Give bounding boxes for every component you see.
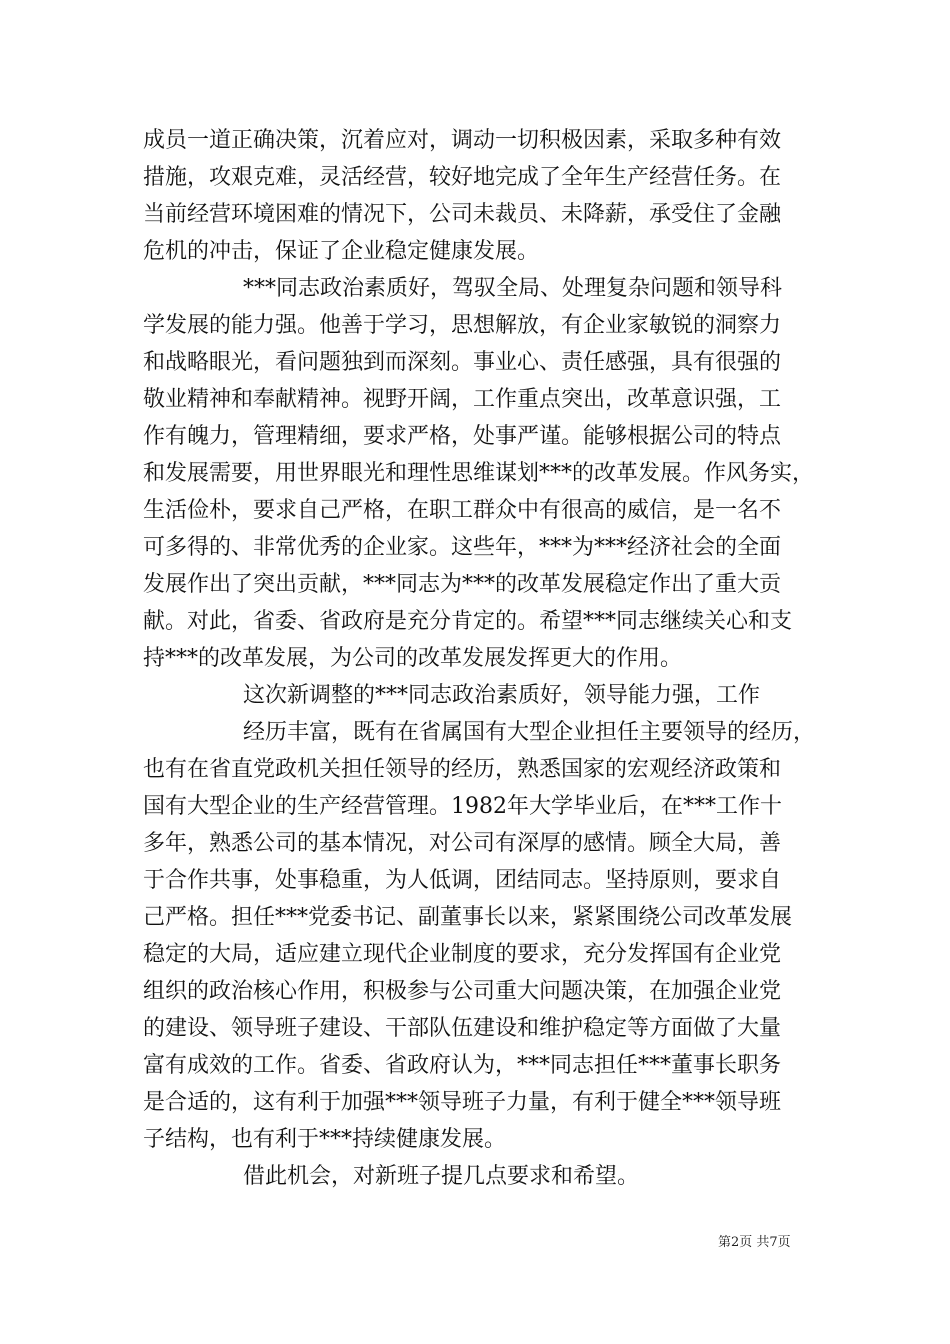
text-line: 子结构，也有利于***持续健康发展。 [143, 1127, 507, 1152]
text-line: 学发展的能力强。他善于学习，思想解放，有企业家敏锐的洞察力 [143, 313, 782, 338]
text-line: 持***的改革发展，为公司的改革发展发挥更大的作用。 [143, 646, 683, 671]
text-line: 也有在省直党政机关担任领导的经历，熟悉国家的宏观经济政策和 [143, 757, 782, 782]
text-line: 的建设、领导班子建设、干部队伍建设和维护稳定等方面做了大量 [143, 1016, 782, 1041]
text-line: 和战略眼光，看问题独到而深刻。事业心、责任感强，具有很强的 [143, 350, 782, 375]
page-number-footer: 第2页 共7页 [718, 1235, 791, 1250]
text-line: 措施，攻艰克难，灵活经营，较好地完成了全年生产经营任务。在 [143, 165, 782, 190]
text-line: 和发展需要，用世界眼光和理性思维谋划***的改革发展。作风务实， [143, 461, 815, 486]
text-line: 成员一道正确决策，沉着应对，调动一切积极因素，采取多种有效 [143, 128, 782, 153]
text-line: 发展作出了突出贡献，***同志为***的改革发展稳定作出了重大贡 [143, 572, 782, 597]
text-line: 献。对此，省委、省政府是充分肯定的。希望***同志继续关心和支 [143, 609, 793, 634]
text-line: 稳定的大局，适应建立现代企业制度的要求，充分发挥国有企业党 [143, 942, 782, 967]
text-line: 经历丰富，既有在省属国有大型企业担任主要领导的经历， [243, 720, 816, 745]
text-line: 作有魄力，管理精细，要求严格，处事严谨。能够根据公司的特点 [143, 424, 782, 449]
text-line: ***同志政治素质好，驾驭全局、处理复杂问题和领导科 [243, 276, 783, 301]
text-line: 可多得的、非常优秀的企业家。这些年，***为***经济社会的全面 [143, 535, 782, 560]
text-line: 于合作共事，处事稳重，为人低调，团结同志。坚持原则，要求自 [143, 868, 782, 893]
text-line: 危机的冲击，保证了企业稳定健康发展。 [143, 239, 540, 264]
text-line: 当前经营环境困难的情况下，公司未裁员、未降薪，承受住了金融 [143, 202, 782, 227]
text-line: 多年，熟悉公司的基本情况，对公司有深厚的感情。顾全大局，善 [143, 831, 782, 856]
text-line: 这次新调整的***同志政治素质好，领导能力强，工作 [243, 683, 761, 708]
text-line: 富有成效的工作。省委、省政府认为，***同志担任***董事长职务 [143, 1053, 782, 1078]
text-line: 是合适的，这有利于加强***领导班子力量，有利于健全***领导班 [143, 1090, 782, 1115]
text-line: 己严格。担任***党委书记、副董事长以来，紧紧围绕公司改革发展 [143, 905, 793, 930]
text-line: 借此机会，对新班子提几点要求和希望。 [243, 1164, 640, 1189]
text-line: 国有大型企业的生产经营管理。1982年大学毕业后，在***工作十 [143, 794, 782, 819]
text-line: 敬业精神和奉献精神。视野开阔，工作重点突出，改革意识强，工 [143, 387, 782, 412]
text-line: 生活俭朴，要求自己严格，在职工群众中有很高的威信，是一名不 [143, 498, 782, 523]
text-line: 组织的政治核心作用，积极参与公司重大问题决策，在加强企业党 [143, 979, 782, 1004]
